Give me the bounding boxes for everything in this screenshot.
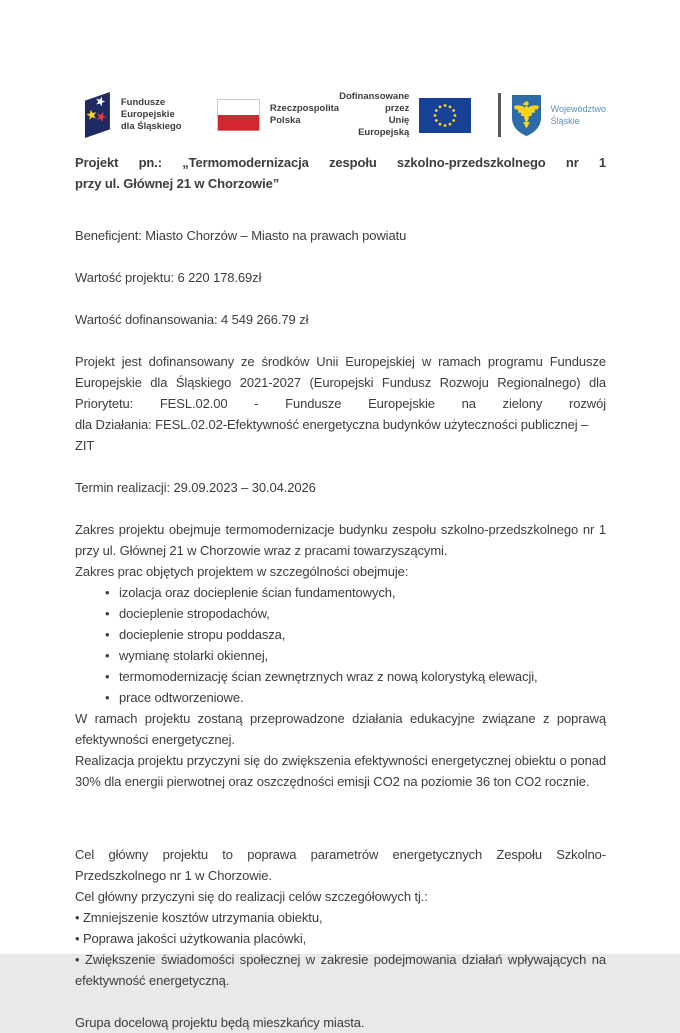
funding-paragraph-line3: Priorytetu: FESL.02.00 - Fundusze Europejskie na zielony rozwój — [75, 396, 606, 411]
fundusze-europejskie-flag-icon — [84, 91, 111, 139]
goal-intro: Cel główny przyczyni się do realizacji celów szczegółowych tj.: — [75, 889, 428, 904]
scope-list-item: • docieplenie stropu poddasza, — [119, 624, 606, 645]
term-line: Termin realizacji: 29.09.2023 – 30.04.2026 — [75, 480, 316, 495]
beneficiary-line: Beneficjent: Miasto Chorzów – Miasto na prawach powiatu — [75, 228, 407, 243]
silesia-label-line2: Śląskie — [550, 116, 580, 126]
poland-label-line1: Rzeczpospolita — [269, 103, 340, 114]
project-title-line2: przy ul. Głównej 21 w Chorzowie” — [75, 176, 280, 191]
logo-wojewodztwo-slaskie — [511, 94, 606, 137]
scope-list-header: Zakres prac objętych projektem w szczególności obejmuje: — [75, 564, 409, 579]
funding-value-line: Wartość dofinansowania: 4 549 266.79 zł — [75, 312, 309, 327]
fundusze-label-line2: dla Śląskiego — [120, 121, 182, 132]
spacer — [75, 1001, 606, 1012]
funding-paragraph-line1: Projekt jest dofinansowany ze środków Unii Europejskiej w ramach programu Fundusze — [75, 354, 606, 369]
scope-list-item: • wymianę stolarki okiennej, — [119, 645, 606, 666]
document-body — [75, 152, 606, 1033]
goal-item: • Zmniejszenie kosztów utrzymania obiektu, — [75, 907, 606, 928]
silesia-crest-icon — [511, 94, 542, 137]
scope-list-item: • prace odtworzeniowe. — [119, 687, 606, 708]
scope-list-item: • termomodernizację ścian zewnętrznych wraz z nową kolorystyką elewacji, — [119, 666, 606, 687]
eu-flag-icon — [419, 98, 471, 133]
spacer — [75, 340, 606, 351]
funding-paragraph-line2: Europejskie dla Śląskiego 2021-2027 (Europejski Fundusz Rozwoju Regionalnego) dla — [75, 375, 606, 390]
logo-fundusze-europejskie — [84, 91, 193, 139]
funding-paragraph-line4: dla Działania: FESL.02.02-Efektywność energetyczna budynków użyteczności publicznej – ZIT — [75, 417, 589, 453]
scope-intro-line2: przy ul. Głównej 21 w Chorzowie wraz z pracami towarzyszącymi. — [75, 543, 448, 558]
vertical-divider — [498, 93, 500, 137]
goal-paragraph — [75, 844, 606, 886]
logo-rzeczpospolita-polska — [217, 99, 339, 131]
eu-funding-label — [339, 91, 409, 139]
spacer — [75, 298, 606, 309]
scope-intro-line1: Zakres projektu obejmuje termomodernizacje budynku zespołu szkolno-przedszkolnego nr 1 — [75, 522, 606, 537]
poland-label-line2: Polska — [269, 115, 301, 126]
poland-label — [270, 103, 339, 127]
fundusze-label-line1: Fundusze Europejskie — [120, 97, 175, 120]
education-paragraph-line1: W ramach projektu zostaną przeprowadzone działania edukacyjne związane z poprawą — [75, 711, 606, 726]
spacer — [75, 204, 606, 225]
eu-label-line2: Unię Europejską — [358, 115, 410, 138]
project-value-line: Wartość projektu: 6 220 178.69zł — [75, 270, 262, 285]
fundusze-europejskie-label — [121, 97, 193, 133]
goal-paragraph-line2: Przedszkolnego nr 1 w Chorzowie. — [75, 868, 272, 883]
logo-bar — [75, 88, 606, 142]
poland-flag-icon — [217, 99, 260, 131]
spacer — [75, 466, 606, 477]
scope-list-item: • docieplenie stropodachów, — [119, 603, 606, 624]
goal-paragraph-line1: Cel główny projektu to poprawa parametrów energetycznych Zespołu Szkolno- — [75, 847, 606, 862]
silesia-label — [551, 103, 606, 127]
education-paragraph — [75, 708, 606, 750]
scope-list — [75, 582, 606, 708]
target-group-line: Grupa docelową projektu będą mieszkańcy miasta. — [75, 1015, 365, 1030]
silesia-label-line1: Województwo — [550, 104, 606, 114]
eu-label-line1: Dofinansowane przez — [339, 91, 410, 114]
funding-paragraph — [75, 351, 606, 456]
scope-list-item: • izolacja oraz docieplenie ścian fundamentowych, — [119, 582, 606, 603]
realization-paragraph — [75, 750, 606, 792]
project-title — [75, 152, 606, 194]
realization-paragraph-line1: Realizacja projektu przyczyni się do zwiększenia efektywności energetycznej obiektu o ponad — [75, 753, 606, 768]
spacer — [75, 823, 606, 844]
spacer — [75, 256, 606, 267]
realization-paragraph-line2: 30% dla energii pierwotnej oraz oszczędności emisji CO2 na poziomie 36 ton CO2 rocznie. — [75, 774, 590, 789]
goal-item: • Zwiększenie świadomości społecznej w zakresie podejmowania działań wpływających na efektywność energetyczną. — [75, 949, 606, 991]
education-paragraph-line2: efektywności energetycznej. — [75, 732, 235, 747]
goal-item: • Poprawa jakości użytkowania placówki, — [75, 928, 606, 949]
scope-intro — [75, 519, 606, 561]
spacer — [75, 508, 606, 519]
project-title-line1: Projekt pn.: „Termomodernizacja zespołu szkolno-przedszkolnego nr 1 — [75, 155, 606, 170]
logo-eu-funding — [339, 91, 471, 139]
